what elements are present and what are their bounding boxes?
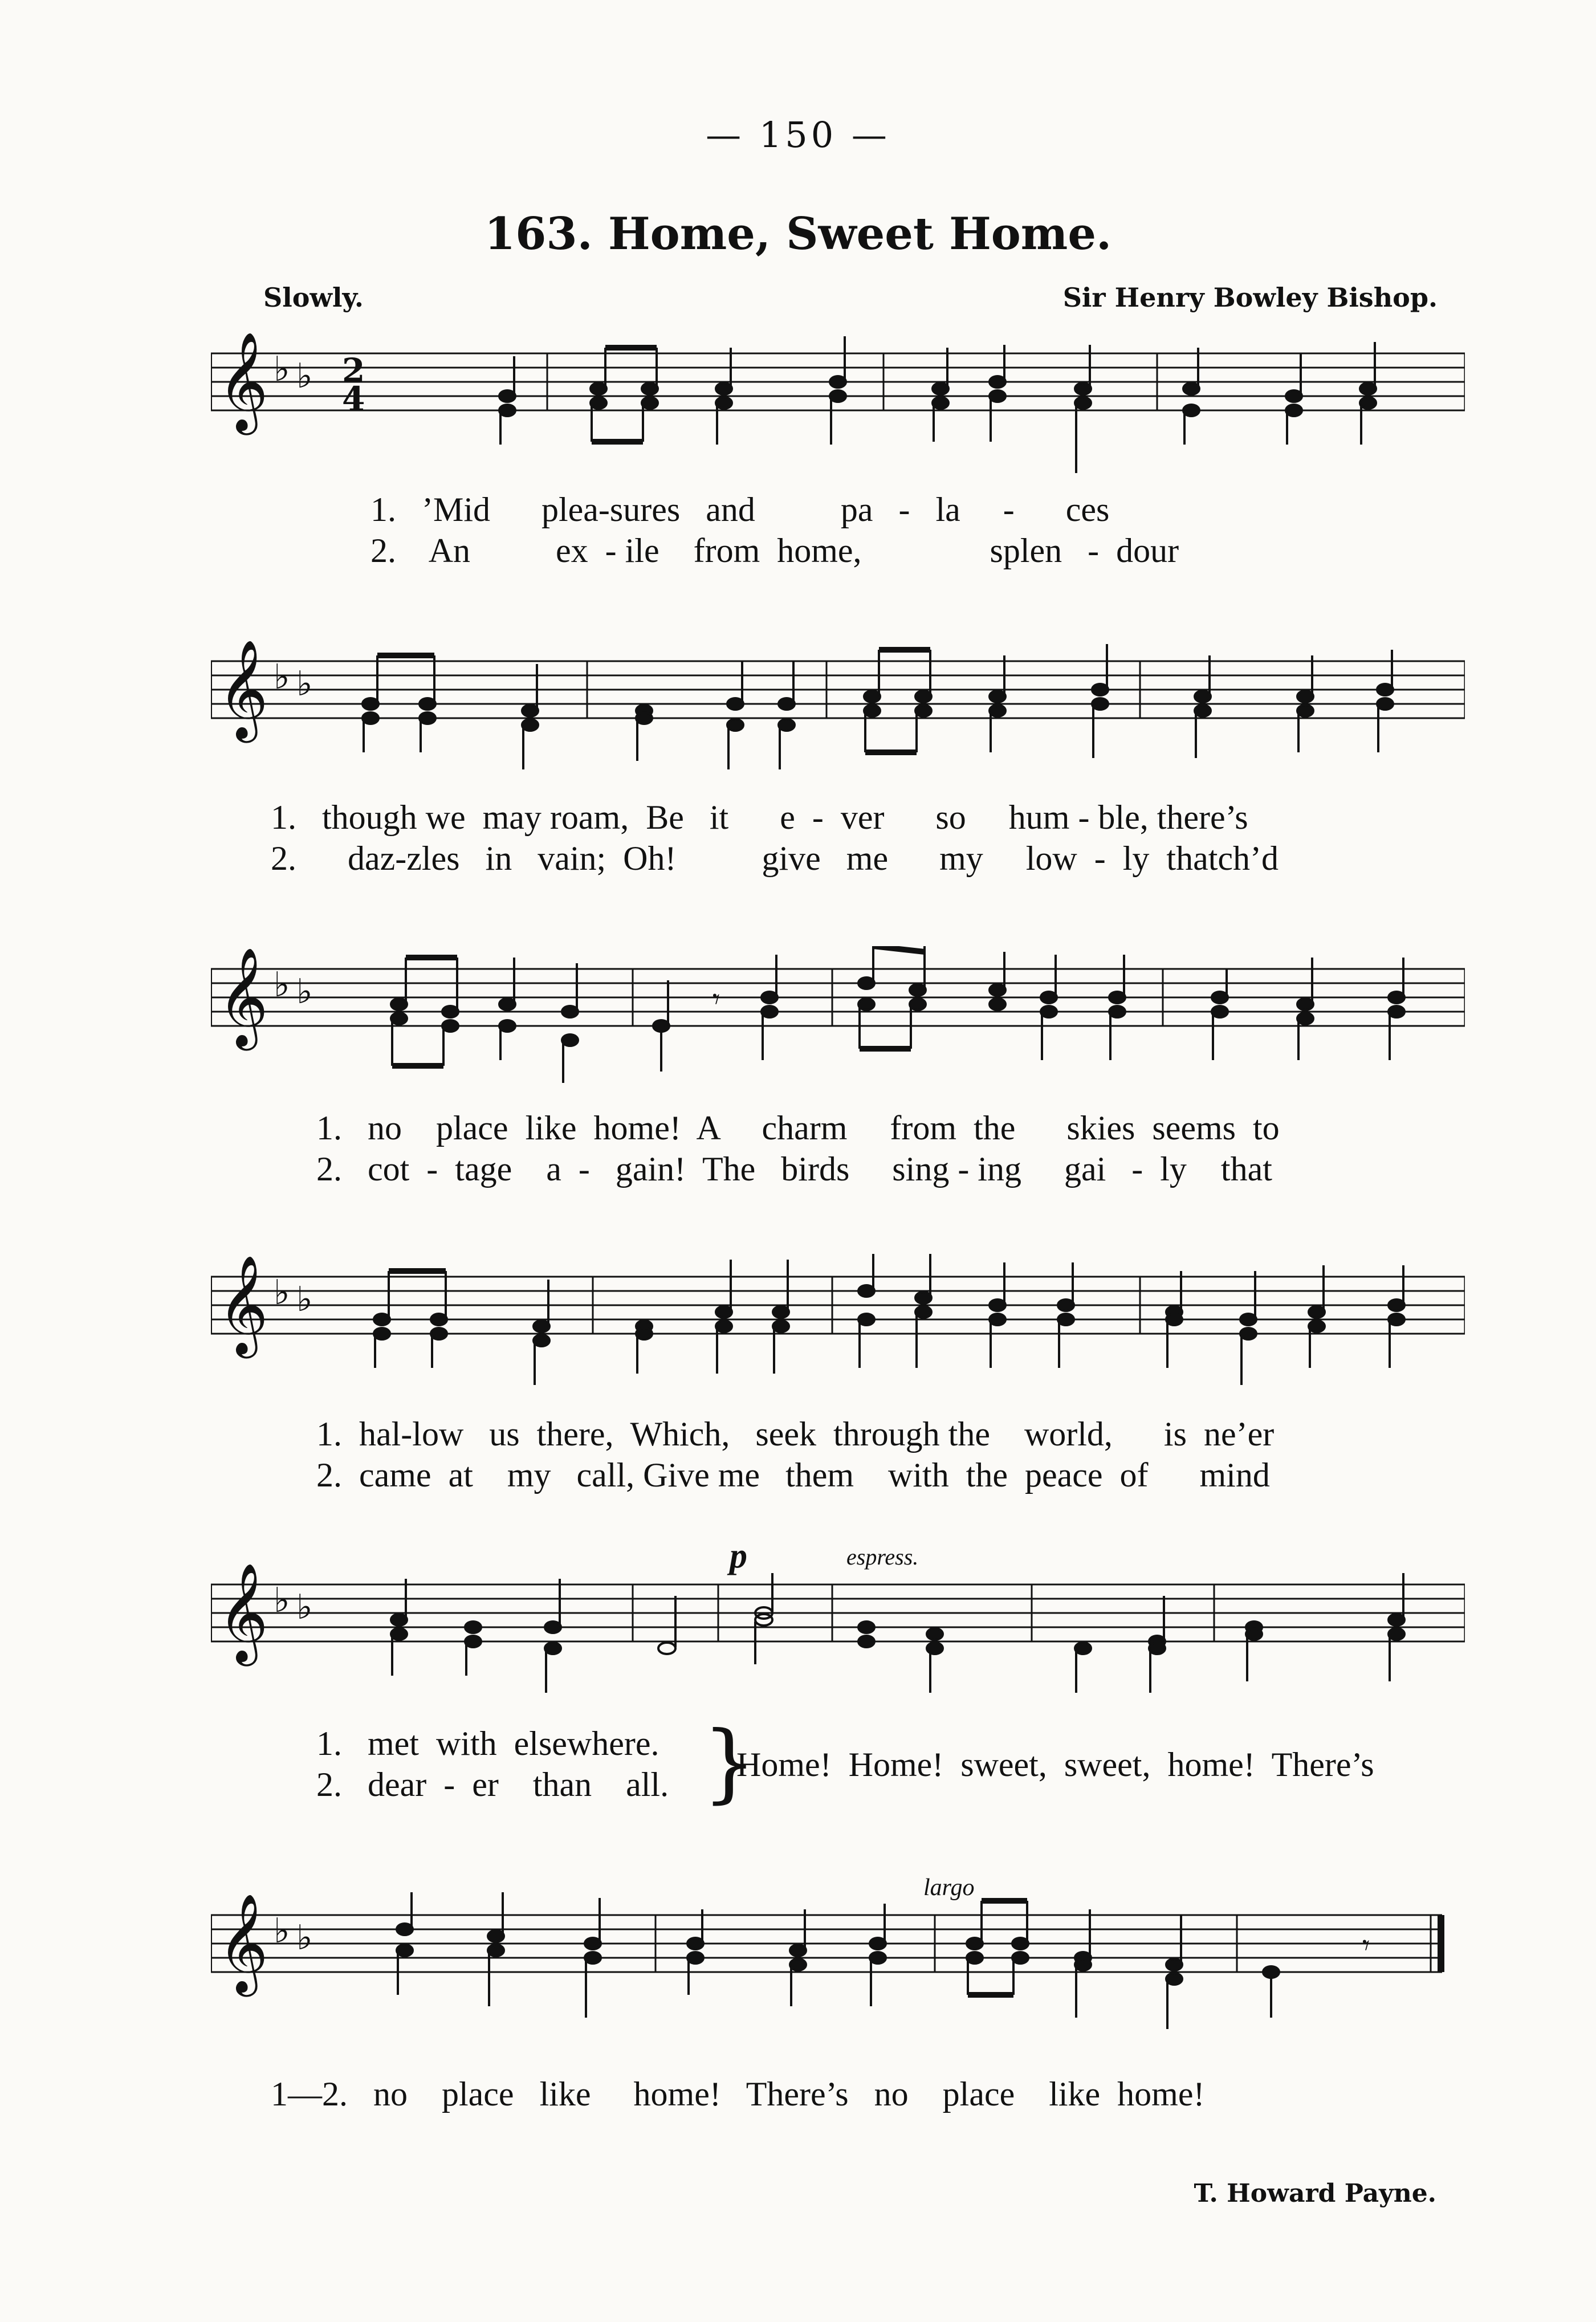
- song-title: 163. Home, Sweet Home.: [484, 208, 1112, 260]
- lyricist-credit: T. Howard Payne.: [1194, 2179, 1436, 2208]
- lyric-line-system-6: 1—2. no place like home! There’s no place like home!: [271, 2075, 1205, 2113]
- tempo-largo: largo: [923, 1875, 975, 1901]
- lyric-line-system-4-verse-1: 1. hal-low us there, Which, seek through the world, is ne’er: [316, 1415, 1275, 1453]
- tempo-marking: Slowly.: [263, 282, 364, 313]
- svg-text:♭: ♭: [274, 657, 290, 697]
- svg-text:𝄞: 𝄞: [218, 1563, 268, 1662]
- time-signature-bottom: 4: [342, 380, 365, 418]
- time-signature-top: 2: [342, 351, 365, 390]
- svg-text:♭: ♭: [296, 1587, 313, 1627]
- svg-text:𝄾: 𝄾: [712, 983, 720, 1016]
- lyric-line-system-3-verse-2: 2. cot - tage a - gain! The birds sing - ing gai - ly that: [316, 1150, 1272, 1188]
- svg-text:♭: ♭: [274, 965, 290, 1005]
- note-group: [499, 336, 1376, 473]
- svg-text:𝄞: 𝄞: [218, 1893, 268, 1993]
- page-number: — 150 —: [706, 114, 890, 156]
- svg-text:♭: ♭: [274, 1911, 290, 1951]
- svg-text:♭: ♭: [296, 972, 313, 1012]
- staff-system-4: [211, 1254, 1465, 1402]
- svg-text:♭: ♭: [296, 356, 313, 396]
- svg-text:♭: ♭: [296, 1918, 313, 1958]
- lyric-line-system-1-verse-2: 2. An ex - ile from home, splen - dour: [370, 532, 1179, 569]
- svg-text:𝄞: 𝄞: [218, 639, 268, 739]
- lyric-line-system-1-verse-1: 1. ’Mid plea-sures and pa - la - ces: [370, 491, 1110, 528]
- staff-system-5: [211, 1562, 1465, 1710]
- svg-text:♭: ♭: [274, 1580, 290, 1620]
- lyric-line-system-2-verse-1: 1. though we may roam, Be it e - ver so hum - ble, there’s: [271, 799, 1248, 836]
- lyric-line-system-2-verse-2: 2. daz-zles in vain; Oh! give me my low - ly thatch’d: [271, 840, 1279, 877]
- refrain-lyric-line: Home! Home! sweet, sweet, home! There’s: [736, 1746, 1374, 1783]
- svg-text:𝄾: 𝄾: [1362, 1929, 1370, 1962]
- svg-text:𝄞: 𝄞: [218, 1255, 268, 1354]
- staff-system-2: [211, 638, 1465, 787]
- staff-system-3: [211, 946, 1465, 1094]
- treble-clef-icon: 𝄞: [218, 332, 268, 431]
- lyric-line-system-5-verse-2: 2. dear - er than all.: [316, 1766, 669, 1803]
- svg-text:♭: ♭: [296, 1280, 313, 1319]
- lyric-line-system-5-verse-1: 1. met with elsewhere.: [316, 1725, 659, 1762]
- svg-text:𝄞: 𝄞: [218, 947, 268, 1046]
- svg-text:♭: ♭: [274, 1273, 290, 1313]
- expression-espressivo: espress.: [846, 1544, 919, 1570]
- verse-brace: }: [702, 1713, 757, 1812]
- flat-icon: ♭: [274, 349, 290, 389]
- lyric-line-system-4-verse-2: 2. came at my call, Give me them with the peace of mind: [316, 1456, 1270, 1494]
- staff-system-6: [211, 1892, 1465, 2040]
- composer-credit: Sir Henry Bowley Bishop.: [1062, 282, 1438, 313]
- lyric-line-system-3-verse-1: 1. no place like home! A charm from the skies seems to: [316, 1109, 1280, 1147]
- dynamic-piano: p: [730, 1537, 747, 1575]
- staff-system-1: [211, 331, 1465, 479]
- svg-text:♭: ♭: [296, 664, 313, 704]
